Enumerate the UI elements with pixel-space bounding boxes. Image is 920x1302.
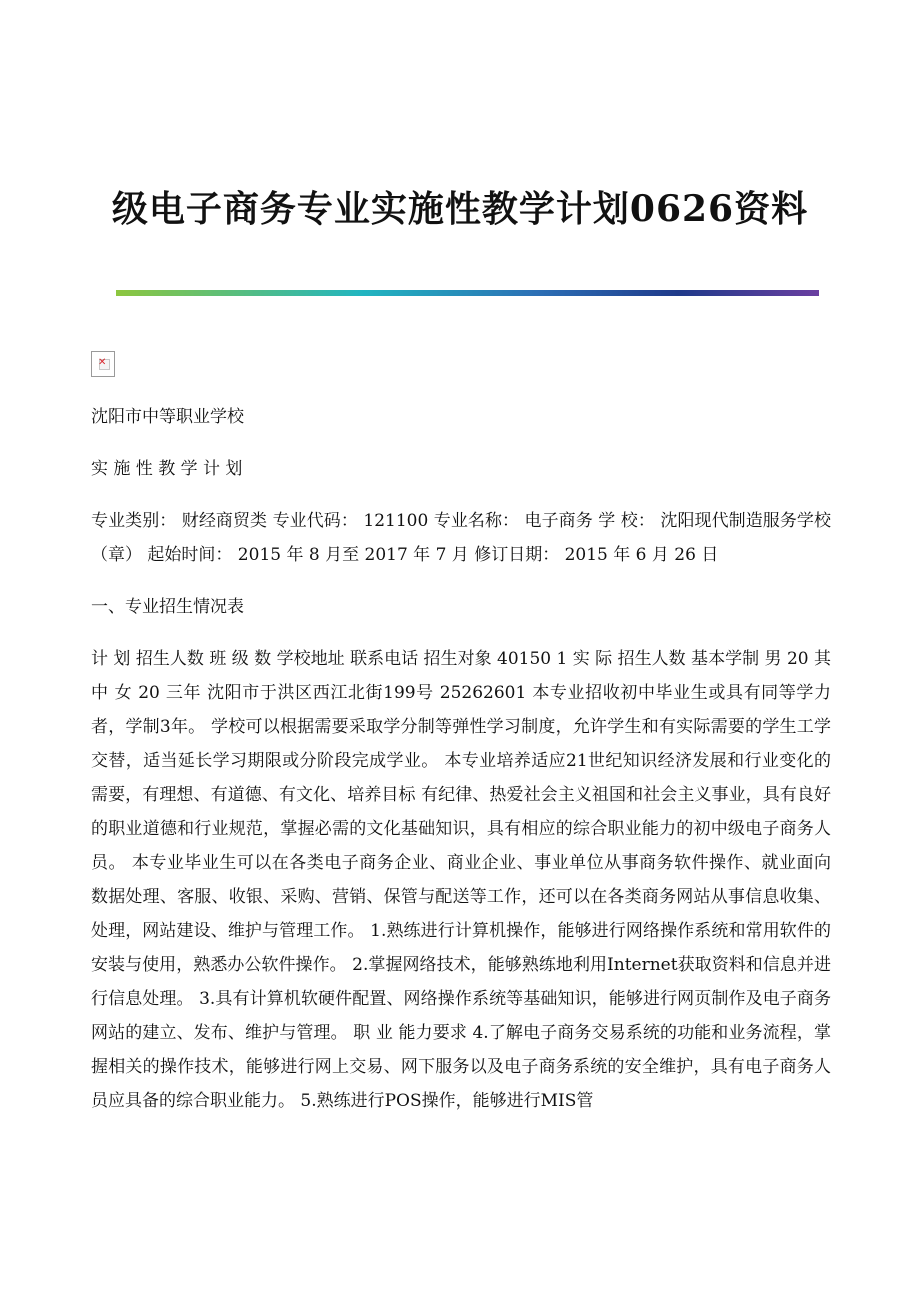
school-name: 沈阳市中等职业学校 (91, 407, 244, 427)
document-body (91, 400, 831, 1118)
broken-image-icon: ✕ (91, 351, 115, 377)
document-title: 级电子商务专业实施性教学计划0626资料 (111, 188, 809, 230)
title-divider (116, 290, 819, 296)
body-paragraph: 计 划 招生人数 班 级 数 学校地址 联系电话 招生对象 40150 1 实 际 招生人数 基本学制 男 20 其中 女 20 三年 沈阳市于洪区西江北街199号 25262601 本专业招收初中毕业生或具有同等学力者，学制3年。 学校可以根据需要采取学分制等弹性学习制度，允许学生和有实际需要的学生工学交替，适当延长学习期限或分阶段完成学业。 本专业培养适应21世纪知识经济发展和行业变化的需要，有理想、有道德、有文化、培养目标 有纪律、热爱社会主义祖国和社会主义事业，具有良好的职业道德和行业规范，掌握必需的文化基础知识，具有相应的综合职业能力的初中级电子商务人员。 本专业毕业生可以在各类电子商务企业、商业企业、事业单位从事商务软件操作、就业面向 数据处理、客服、收银、采购、营销、保管与配送等工作，还可以在各类商务网站从事信息收集、处理，网站建设、维护与管理工作。 1.熟练进行计算机操作，能够进行网络操作系统和常用软件的安装与使用，熟悉办公软件操作。 2.掌握网络技术，能够熟练地利用Internet获取资料和信息并进行信息处理。 3.具有计算机软硬件配置、网络操作系统等基础知识，能够进行网页制作及电子商务网站的建立、发布、维护与管理。 职 业 能力要求 4.了解电子商务交易系统的功能和业务流程，掌握相关的操作技术，能够进行网上交易、网下服务以及电子商务系统的安全维护，具有电子商务人员应具备的综合职业能力。 5.熟练进行POS操作，能够进行MIS管 (91, 649, 831, 1111)
section-heading: 一、专业招生情况表 (91, 597, 244, 617)
plan-heading: 实 施 性 教 学 计 划 (91, 459, 243, 479)
program-meta: 专业类别： 财经商贸类 专业代码： 121100 专业名称： 电子商务 学 校： 沈阳现代制造服务学校 （章） 起始时间： 2015 年 8 月至 2017 年 7 月 修订日期： 2015 年 6 月 26 日 (91, 511, 831, 565)
